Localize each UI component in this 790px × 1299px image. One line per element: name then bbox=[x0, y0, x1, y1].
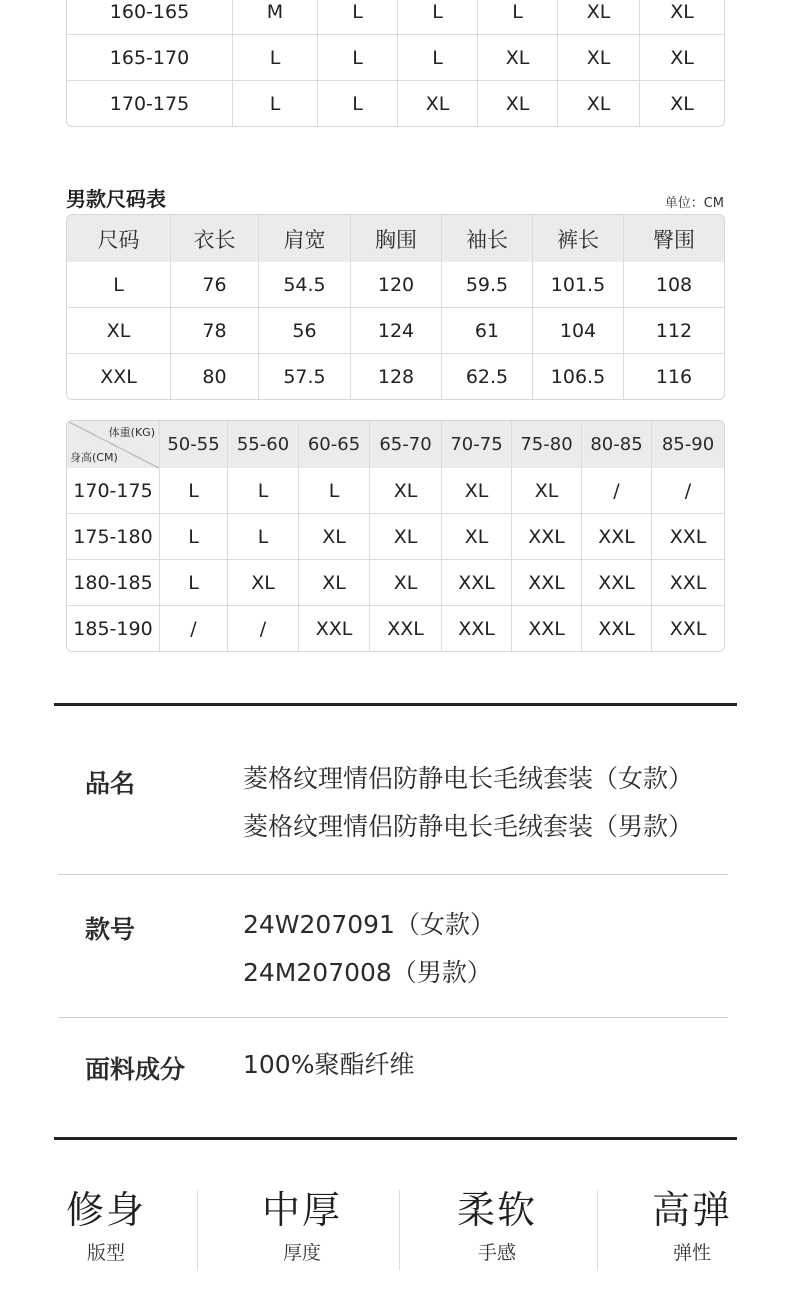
table-cell: 108 bbox=[624, 262, 724, 308]
row-header-cell: 170-175 bbox=[67, 468, 160, 514]
table-cell: 54.5 bbox=[259, 262, 351, 308]
product-name-women: 菱格纹理情侣防静电长毛绒套装（女款） bbox=[243, 764, 694, 793]
table-cell: XL bbox=[558, 81, 640, 126]
feature-elasticity-label: 弹性 bbox=[672, 1242, 711, 1264]
table-cell: L bbox=[299, 468, 370, 514]
men-size-recommendation-table bbox=[66, 420, 725, 652]
row-header-cell: XXL bbox=[67, 354, 171, 399]
section-divider bbox=[54, 1137, 737, 1140]
table-row bbox=[67, 262, 724, 308]
table-cell: XL bbox=[670, 92, 694, 115]
table-cell: XL bbox=[640, 35, 724, 81]
table-cell: XL bbox=[512, 468, 582, 514]
table-row bbox=[67, 514, 724, 560]
table-cell: XXL bbox=[442, 606, 512, 651]
table-cell: L bbox=[228, 514, 299, 560]
table-cell: L bbox=[318, 81, 398, 126]
feature-hand-feel-label: 手感 bbox=[477, 1242, 516, 1264]
feature-fit bbox=[31, 1186, 181, 1265]
table-cell: XL bbox=[370, 468, 442, 514]
style-number-men: 24M207008（男款） bbox=[243, 958, 492, 987]
row-header-cell: 170-175 bbox=[67, 81, 233, 126]
feature-elasticity bbox=[617, 1186, 767, 1265]
feature-separator bbox=[197, 1190, 198, 1270]
table-corner-cell bbox=[67, 421, 160, 468]
info-divider bbox=[58, 874, 728, 875]
table-cell: / bbox=[652, 468, 724, 514]
row-header-cell: 165-170 bbox=[67, 35, 233, 81]
feature-thickness-value: 中厚 bbox=[261, 1188, 342, 1232]
table-cell: XL bbox=[478, 81, 558, 126]
table-cell: 112 bbox=[624, 308, 724, 354]
table-cell: 62.5 bbox=[442, 354, 533, 399]
table-cell: XL bbox=[558, 0, 640, 35]
feature-fit-label: 版型 bbox=[86, 1242, 125, 1264]
table-row bbox=[67, 308, 724, 354]
table-cell: XXL bbox=[669, 617, 707, 640]
column-header: 85-90 bbox=[652, 421, 724, 468]
feature-thickness-label: 厚度 bbox=[282, 1242, 321, 1264]
row-header-cell: L bbox=[67, 262, 171, 308]
table-cell: XL bbox=[228, 560, 299, 606]
height-axis-label: 身高(CM) bbox=[70, 451, 118, 464]
column-header: 臀围 bbox=[624, 215, 724, 262]
table-cell: XXL bbox=[370, 606, 442, 651]
row-header-cell: 175-180 bbox=[67, 514, 160, 560]
table-row bbox=[67, 468, 724, 514]
table-cell: L bbox=[398, 0, 478, 35]
table-cell: 128 bbox=[351, 354, 442, 399]
table-cell: XL bbox=[299, 560, 370, 606]
table-cell: 78 bbox=[171, 308, 259, 354]
men-measurement-table bbox=[66, 214, 725, 400]
row-header-cell: 160-165 bbox=[67, 0, 233, 35]
product-name-values bbox=[243, 755, 693, 851]
product-name-men: 菱格纹理情侣防静电长毛绒套装（男款） bbox=[243, 812, 694, 841]
table-cell: L bbox=[233, 81, 318, 126]
feature-hand-feel bbox=[422, 1186, 572, 1265]
column-header: 75-80 bbox=[512, 421, 582, 468]
table-row bbox=[67, 0, 724, 35]
women-size-recommendation-table bbox=[66, 0, 725, 127]
weight-axis-label: 体重(KG) bbox=[108, 426, 155, 439]
table-cell: 116 bbox=[655, 365, 693, 388]
column-header: 80-85 bbox=[582, 421, 652, 468]
fabric-label: 面料成分 bbox=[85, 1055, 186, 1084]
column-header: 裤长 bbox=[533, 215, 624, 262]
table-cell: L bbox=[318, 0, 398, 35]
table-cell: XL bbox=[478, 35, 558, 81]
table-row bbox=[67, 606, 724, 651]
info-divider bbox=[58, 1017, 728, 1018]
table-cell: XXL bbox=[512, 560, 582, 606]
column-header: 55-60 bbox=[228, 421, 299, 468]
table-cell: XXL bbox=[582, 560, 652, 606]
style-number-label: 款号 bbox=[85, 915, 136, 944]
table-cell: M bbox=[233, 0, 318, 35]
table-cell: XL bbox=[370, 514, 442, 560]
column-header: 袖长 bbox=[442, 215, 533, 262]
row-header-cell: XL bbox=[67, 308, 171, 354]
table-cell: L bbox=[398, 35, 478, 81]
table-row bbox=[67, 560, 724, 606]
table-cell: 59.5 bbox=[442, 262, 533, 308]
table-cell: / bbox=[582, 468, 652, 514]
feature-elasticity-value: 高弹 bbox=[651, 1188, 732, 1232]
table-cell: XL bbox=[640, 0, 724, 35]
column-header: 70-75 bbox=[442, 421, 512, 468]
section-divider bbox=[54, 703, 737, 706]
table-cell: 61 bbox=[442, 308, 533, 354]
table-cell: XXL bbox=[582, 514, 652, 560]
table-cell: 120 bbox=[351, 262, 442, 308]
row-header-cell: 180-185 bbox=[67, 560, 160, 606]
table-cell: L bbox=[228, 468, 299, 514]
table-cell: XXL bbox=[652, 514, 724, 560]
table-cell: 56 bbox=[259, 308, 351, 354]
feature-separator bbox=[597, 1190, 598, 1270]
row-header-cell: 185-190 bbox=[67, 606, 160, 651]
column-header: 尺码 bbox=[67, 215, 171, 262]
table-cell: L bbox=[160, 560, 228, 606]
feature-thickness bbox=[227, 1186, 377, 1265]
table-cell: XL bbox=[442, 468, 512, 514]
table-cell: XXL bbox=[512, 514, 582, 560]
style-number-women: 24W207091（女款） bbox=[243, 910, 495, 939]
column-header: 肩宽 bbox=[259, 215, 351, 262]
table-cell: 106.5 bbox=[533, 354, 624, 399]
table-cell: L bbox=[160, 514, 228, 560]
table-row bbox=[67, 35, 724, 81]
table-cell: XL bbox=[370, 560, 442, 606]
table-cell: L bbox=[478, 0, 558, 35]
table-cell: XXL bbox=[512, 606, 582, 651]
feature-separator bbox=[399, 1190, 400, 1270]
table-row bbox=[67, 354, 724, 399]
table-cell: 104 bbox=[533, 308, 624, 354]
unit-label: 单位：CM bbox=[664, 196, 724, 211]
table-cell: / bbox=[228, 606, 299, 651]
men-size-chart-title: 男款尺码表 bbox=[66, 187, 166, 211]
fabric-composition: 100%聚酯纤维 bbox=[243, 1050, 415, 1079]
table-cell: 57.5 bbox=[259, 354, 351, 399]
table-cell: 76 bbox=[171, 262, 259, 308]
fabric-value bbox=[243, 1041, 414, 1089]
feature-hand-feel-value: 柔软 bbox=[456, 1188, 537, 1232]
table-cell: XXL bbox=[652, 560, 724, 606]
table-cell: XL bbox=[558, 35, 640, 81]
table-cell: 101.5 bbox=[533, 262, 624, 308]
table-cell: XXL bbox=[442, 560, 512, 606]
table-cell: L bbox=[233, 35, 318, 81]
table-row bbox=[67, 81, 724, 126]
column-header: 65-70 bbox=[370, 421, 442, 468]
table-cell: / bbox=[160, 606, 228, 651]
column-header: 衣长 bbox=[171, 215, 259, 262]
column-header: 胸围 bbox=[351, 215, 442, 262]
table-cell: XL bbox=[442, 514, 512, 560]
table-cell: XXL bbox=[582, 606, 652, 651]
table-cell: 80 bbox=[171, 354, 259, 399]
table-cell: XL bbox=[299, 514, 370, 560]
table-cell: 124 bbox=[351, 308, 442, 354]
product-name-label: 品名 bbox=[85, 769, 136, 798]
table-cell: L bbox=[318, 35, 398, 81]
table-cell: XL bbox=[398, 81, 478, 126]
table-cell: L bbox=[160, 468, 228, 514]
column-header: 50-55 bbox=[160, 421, 228, 468]
feature-fit-value: 修身 bbox=[65, 1188, 146, 1232]
column-header: 60-65 bbox=[299, 421, 370, 468]
table-cell: XXL bbox=[299, 606, 370, 651]
style-number-values bbox=[243, 901, 495, 997]
